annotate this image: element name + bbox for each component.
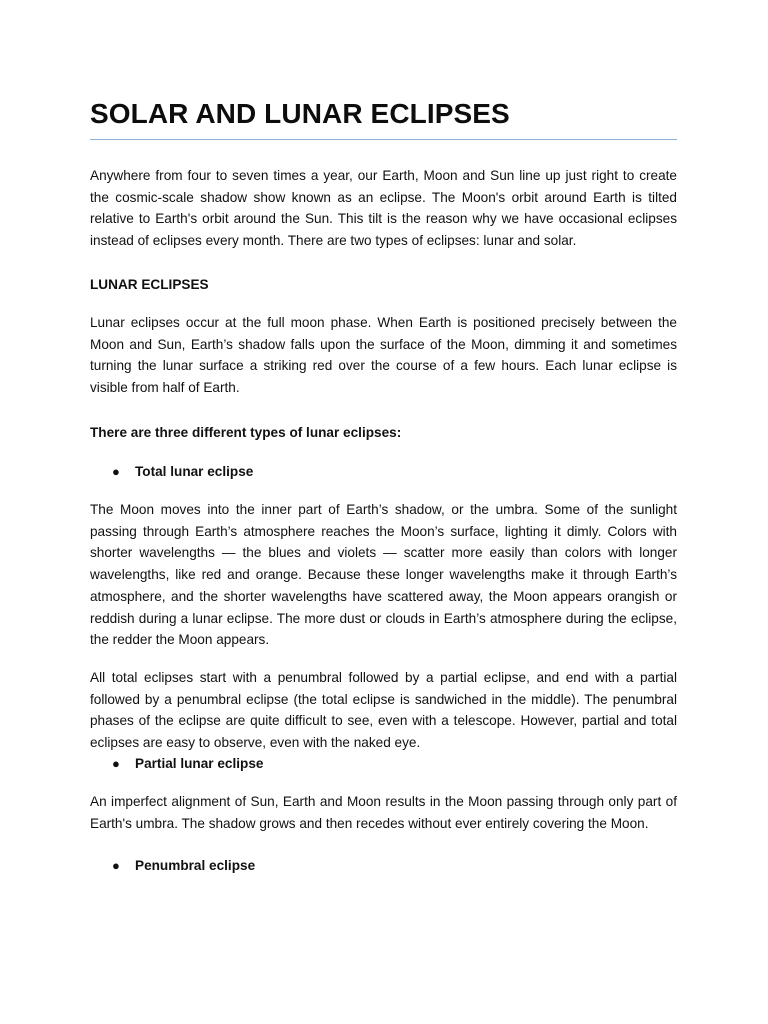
title-underline (90, 139, 677, 140)
types-heading: There are three different types of lunar eclipses: (90, 425, 402, 440)
partial-eclipse-paragraph: An imperfect alignment of Sun, Earth and Moon results in the Moon passing through only part of Earth's umbra. The shadow grows and then recedes without ever entirely covering the Moon. (90, 794, 677, 831)
total-eclipse-paragraph-1: The Moon moves into the inner part of Earth’s shadow, or the umbra. Some of the sunlight passing through Earth’s atmosphere reaches the Moon’s surface, lighting it dimly. Colors with shorter wavelengths — the blues and violets — scatter more easily than colors with longer wavelengths, like red and orange. Because these longer wavelengths make it through Earth’s atmosphere, and the shorter wavelengths have scattered away, the Moon appears orangish or reddish during a lunar eclipse. The more dust or clouds in Earth’s atmosphere during the eclipse, the redder the Moon appears. (90, 502, 677, 648)
bullet-icon: ● (112, 858, 120, 873)
intro-paragraph: Anywhere from four to seven times a year, our Earth, Moon and Sun line up just right to create the cosmic-scale shadow show known as an eclipse. The Moon's orbit around Earth is tilted relative to Earth's orbit around the Sun. This tilt is the reason why we have occasional eclipses instead of eclipses every month. There are two types of eclipses: lunar and solar. (90, 168, 677, 249)
bullet-icon: ● (112, 756, 120, 771)
total-lunar-eclipse-label: Total lunar eclipse (135, 464, 254, 479)
bullet-icon: ● (112, 464, 120, 479)
lunar-eclipses-heading: LUNAR ECLIPSES (90, 277, 209, 292)
document-title: SOLAR AND LUNAR ECLIPSES (90, 98, 510, 129)
lunar-intro-paragraph: Lunar eclipses occur at the full moon phase. When Earth is positioned precisely between the Moon and Sun, Earth’s shadow falls upon the surface of the Moon, dimming it and sometimes turning the lunar surface a striking red over the course of a few hours. Each lunar eclipse is visible from half of Earth. (90, 315, 677, 396)
partial-lunar-eclipse-label: Partial lunar eclipse (135, 756, 264, 771)
total-eclipse-paragraph-2: All total eclipses start with a penumbral followed by a partial eclipse, and end with a partial followed by a penumbral eclipse (the total eclipse is sandwiched in the middle). The penumbral phases of the eclipse are quite difficult to see, even with a telescope. However, partial and total eclipses are easy to observe, even with the naked eye. (90, 670, 677, 751)
penumbral-eclipse-label: Penumbral eclipse (135, 858, 256, 873)
